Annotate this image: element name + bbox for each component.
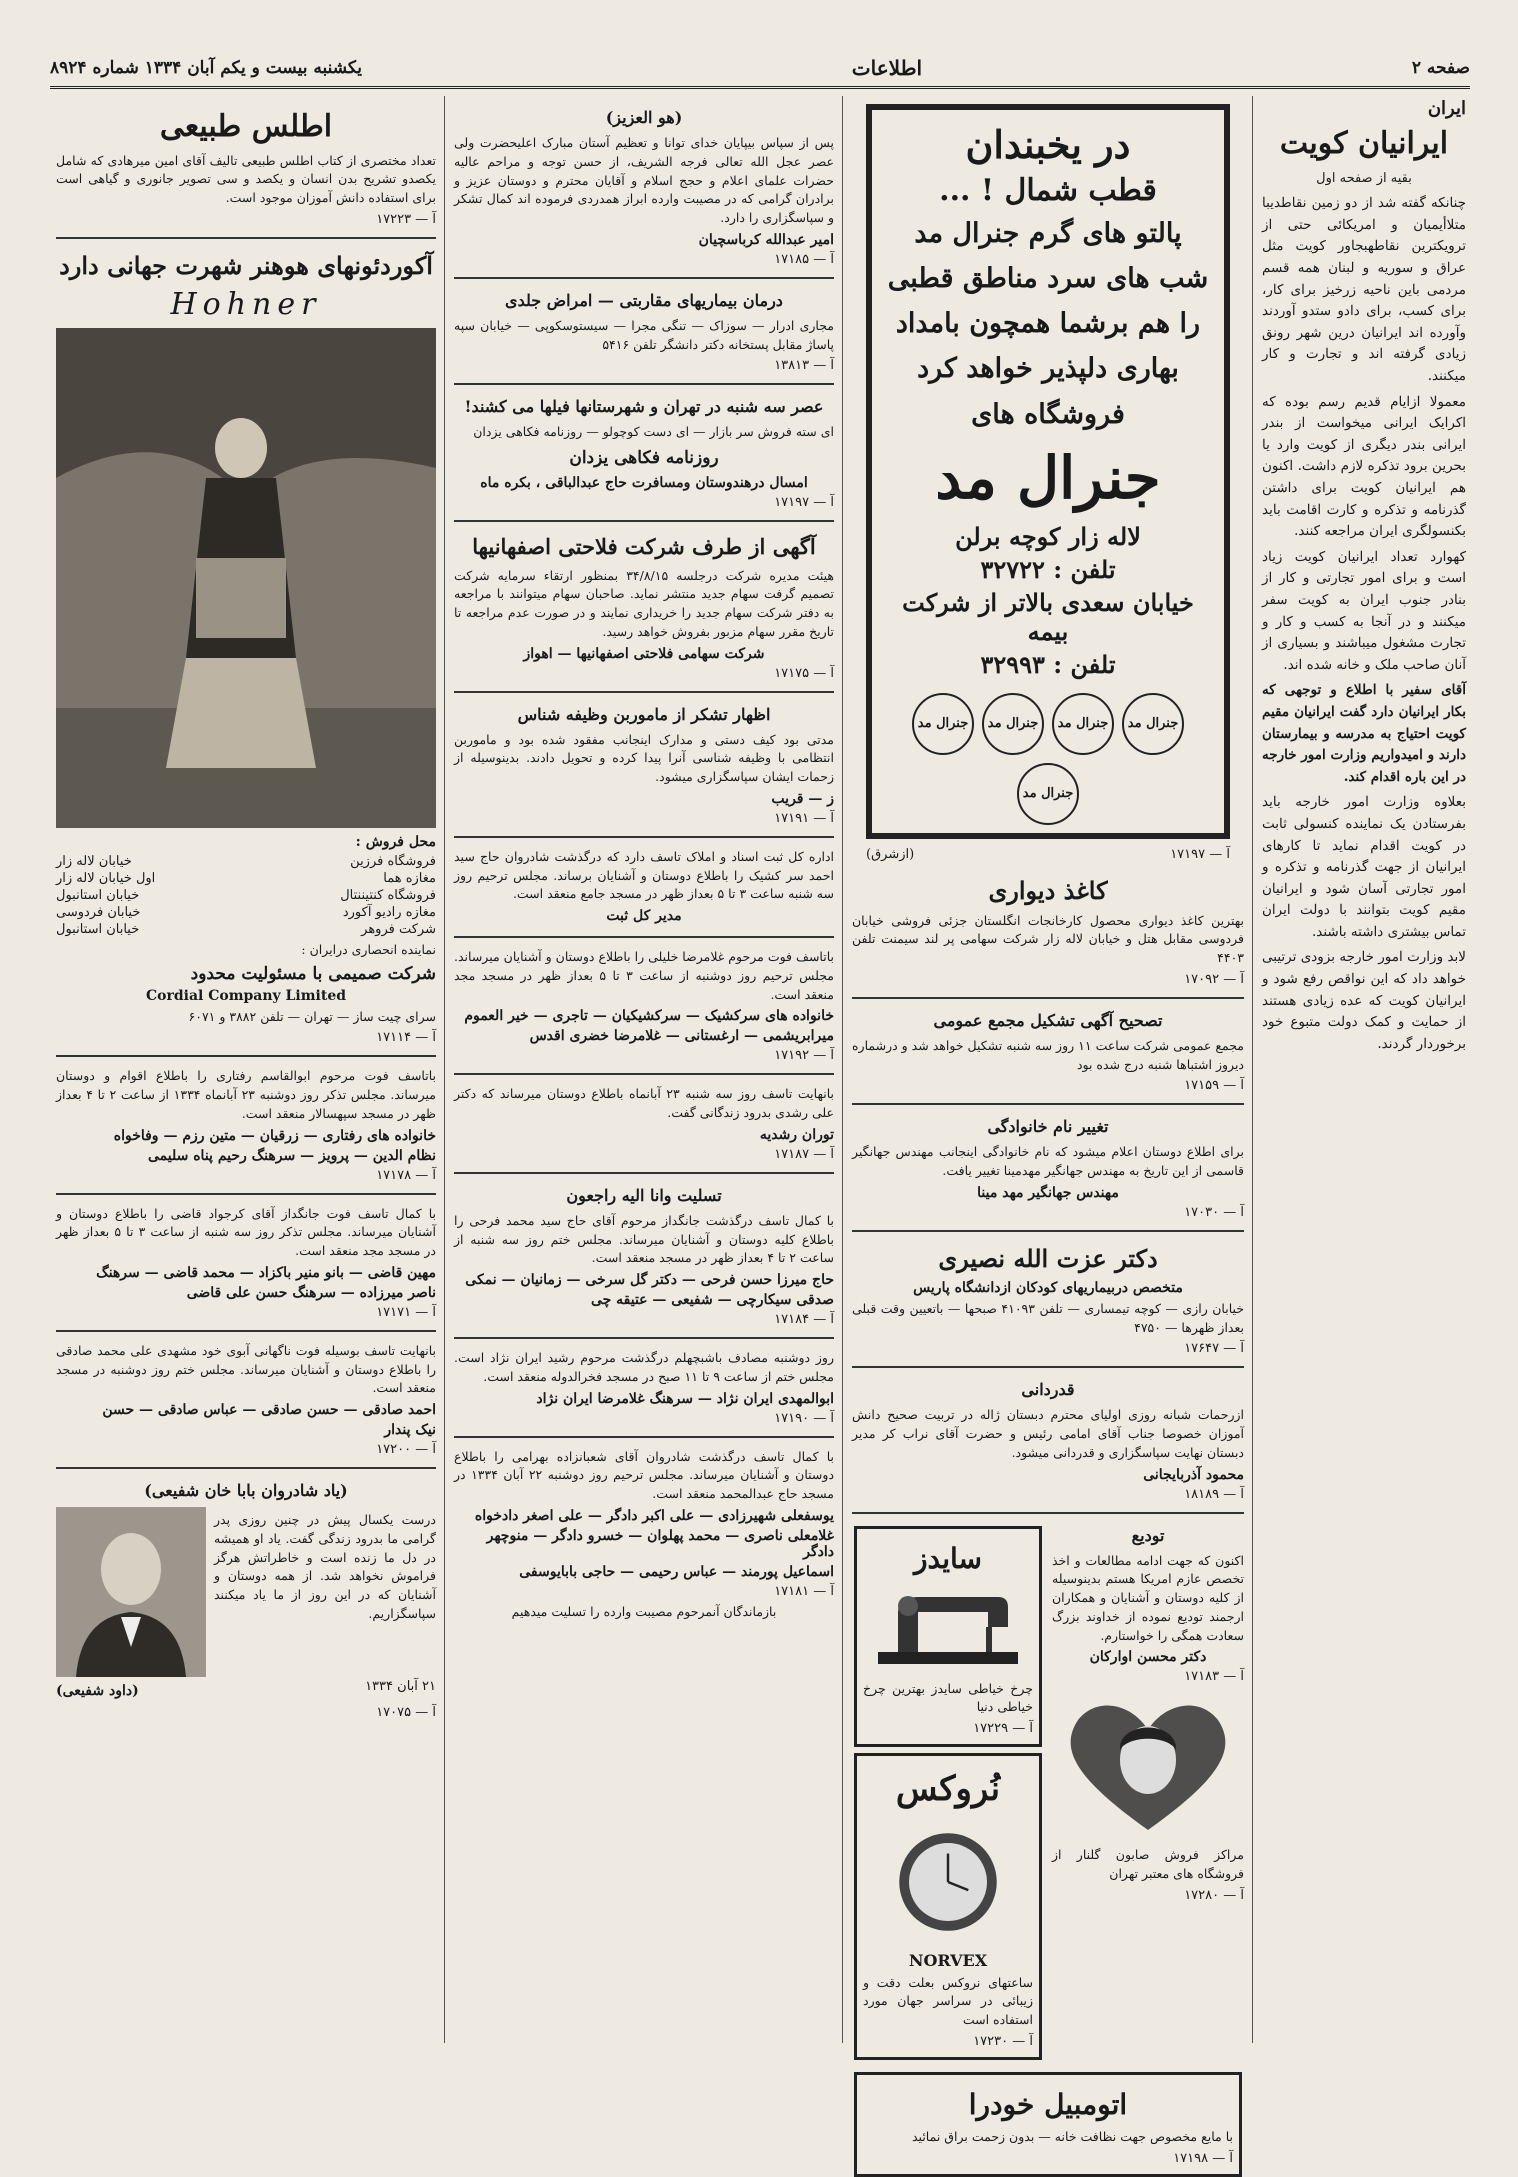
shop-street: خیابان فردوسی: [56, 904, 141, 920]
notice-names: غلامعلی ناصری — محمد پهلوان — خسرو دادگر — منوچهر دادگر: [486, 1527, 834, 1560]
shop-name: مغازه هما: [383, 870, 436, 886]
notice-names: میرابریشمی — ارغستانی — غلامرضا خضری اقدس: [529, 1028, 834, 1045]
shop-name: شرکت فروهر: [361, 921, 436, 937]
wallpaper-ad: [852, 864, 1244, 999]
notice-signature: ابوالمهدی ایران نژاد — سرهنگ غلامرضا ایران نژاد: [536, 1390, 834, 1407]
notice-code: آ — ۱۷۱۸۱: [774, 1583, 834, 1599]
obituary-notice: [56, 1057, 436, 1194]
column-rule: [1252, 96, 1253, 2043]
notice-code: آ — ۱۸۱۸۹: [1184, 1486, 1244, 1502]
notice-code: آ — ۱۷۱۹۰: [774, 1410, 834, 1426]
soap-code: آ — ۱۷۲۸۰: [1184, 1887, 1244, 1903]
notice-title: قدردانی: [1021, 1380, 1075, 1400]
shop-line: [56, 871, 436, 886]
ad-code: آ — ۱۷۲۳۰: [973, 2033, 1033, 2049]
notice-signature: دکتر محسن اوارکان: [1089, 1649, 1207, 1666]
brand-badge: جنرال مد: [912, 693, 974, 755]
ad-code: آ — ۱۷۱۹۸: [1173, 2150, 1233, 2166]
notice-code: آ — ۱۷۰۳۰: [1184, 1204, 1244, 1220]
farewell-notice: [1052, 1520, 1244, 2066]
heart-illustration: [1056, 1690, 1240, 1840]
notice-title: اظهار تشکر از ماموربن وظیفه شناس: [517, 704, 771, 724]
norvex-watch-ad: [854, 1753, 1042, 2060]
general-mode-ad: [866, 104, 1230, 839]
article-paragraph: کهوارد تعداد ایرانیان کویت زیاد است و برای امور تجارتی و کار از بنادر جنوب ایران به کویت سفر میکنند و در آنجا به کسب و کار و تجارت مشغول میباشند و بسیاری از آنان صاحب ملک و خانه شده اند.: [1262, 548, 1466, 673]
condolence-notice: [454, 1174, 834, 1339]
sewing-machine-icon: [863, 1582, 1033, 1672]
notice-footer: بازماندگان آنمرحوم مصیبت وارده را تسلیت میدهیم: [511, 1603, 777, 1619]
ads-row: [852, 1520, 1244, 2066]
soap-text: مراکز فروش صابون گلنار از فروشگاه های معتبر تهران: [1052, 1847, 1244, 1882]
notice-families: خانواده های سرکشیک — سرکشیکیان — تاجری — خیر العموم: [464, 1008, 834, 1025]
brand-badge: جنرال مد: [1052, 693, 1114, 755]
notice-names: اسماعیل پورمند — عباس رحیمی — حاجی بابایوسفی: [519, 1563, 834, 1580]
isfahan-company-notice: [454, 522, 834, 692]
clinic-ad: [454, 279, 834, 386]
ad-line: در یخبندان: [965, 122, 1131, 167]
ad-line: بهاری دلپذیر خواهد کرد: [917, 353, 1179, 385]
ad-line: را هم برشما همچون بامداد: [895, 308, 1201, 340]
notice-code: آ — ۱۷۱۷۸: [376, 1167, 436, 1183]
notice-text: ازرحمات شبانه روزی اولیای محترم دبستان ژاله در تربیت صحیح دانش آموزان خصوصا جناب آقای امامی رئیس و حضرت آقای نراب کر مدیر دبستان نهایت سپاسگزاری و قدردانی میشود.: [852, 1407, 1244, 1460]
notice-code: آ — ۱۷۱۸۴: [774, 1312, 834, 1327]
sewing-watch-ads: [852, 1520, 1044, 2066]
obituary-notice: [454, 938, 834, 1075]
date-line: یکشنبه بیست و یکم آبان ۱۳۳۴ شماره ۸۹۲۴: [50, 58, 363, 78]
ad-line: شب های سرد مناطق قطبی: [887, 263, 1209, 295]
article-paragraph: معمولا ازایام قدیم رسم بوده که اکرایک ایرانی میخواست از بندر ایرانی بندر دیگری از کویت وارد یا بحرین برود تذکره لازم داشت. اکنون هم ایرانیان کویت برای داشتن گذرنامه و تذکره و کارت اقامت باید بکنسولگری ایران مراجعه کنند.: [1262, 393, 1466, 540]
paper-name: اطلاعات: [851, 56, 923, 80]
ad-title: درمان بیماریهای مقاربتی — امراض جلدی: [505, 290, 783, 310]
portrait-photo: [56, 1507, 206, 1677]
shop-line: [56, 922, 436, 937]
notice-text: درست یکسال پیش در چنین روزی پدر گرامی ما بدرود زندگی گفت. یاد او همیشه در دل ما زنده است و خاطراتش هرگز فراموش نخواهد شد. از همه دوستان و آشنایان که در این روز از ما یاد میکنند سپاسگزاریم.: [214, 1512, 436, 1621]
ad-code: آ — ۱۷۲۲۹: [973, 1721, 1033, 1737]
notice-names: یوسفعلی شهیرزادی — علی اکبر دادگر — علی اصغر دادخواه: [474, 1507, 834, 1524]
shop-line: [56, 888, 436, 903]
doctor-code: آ — ۱۷۶۴۷: [1184, 1341, 1244, 1357]
notice-text: پس از سپاس بیپایان خدای توانا و تعظیم آستان مبارک اعلیحضرت ولی عصر عجل الله تعالی فرجه الشریف، از حسن توجه و مراحم عالیه حضرات علمای اعلام و حجج اسلام و آقایان محترم و دوستان عزیز و برادران گرامی که در مصیبت وارده ابراز همدردی فرموده اند کمال تشکر و سپاسگزاری را دارد.: [454, 135, 834, 225]
notice-signature: (داود شفیعی): [56, 1683, 139, 1699]
notice-code: آ — ۱۷۱۷۵: [774, 665, 834, 681]
notice-signature: مدیر کل ثبت: [606, 908, 682, 924]
notice-text: با کمال تاسف درگذشت شادروان آقای شعبانزاده بهرامی را باطلاع دوستان و آشنایان میرساند. مجلس ترحیم روز دوشنبه ۲۲ آبان ۱۳۳۴ در مسجد حاج عبدالمحمد منعقد است.: [454, 1448, 835, 1501]
obituary-notice: [454, 1339, 834, 1438]
doctor-name: دکتر عزت الله نصیری: [938, 1243, 1158, 1273]
ad-address: لاله زار کوچه برلن: [955, 521, 1141, 551]
ad-code: آ — ۱۷۰۹۲: [1184, 971, 1244, 987]
notice-signature: نیک پندار: [384, 1422, 436, 1438]
notice-text: باتاسف فوت مرحوم غلامرضا خلیلی را باطلاع دوستان و آشنایان میرساند. مجلس ترحیم روز دوشنبه از ساعت ۳ تا ۵ بعداز ظهر در مسجد مجد منعقد است.: [454, 949, 834, 1002]
ad-text: ای سته فروش سر بازار — ای دست کوچولو — روزنامه فکاهی یزدان: [473, 424, 834, 440]
notice-title: تسلیت وانا الیه راجعون: [566, 1185, 722, 1205]
ad-title: عصر سه شنبه در تهران و شهرستانها فیلها می کشند!: [464, 397, 824, 417]
column-rule: [444, 96, 445, 2043]
article-sub: بقیه از صفحه اول: [1316, 170, 1412, 186]
notice-signature: محمود آذربایجانی: [1143, 1466, 1244, 1483]
notice-code: آ — ۱۷۱۵۹: [1184, 1078, 1244, 1094]
ad-code: آ — ۱۷۱۹۷: [1170, 846, 1230, 862]
notice-text: مجمع عمومی شرکت ساعت ۱۱ روز سه شنبه تشکیل خواهد شد و درشماره دیروز اشتباها شنبه درج شده بود: [852, 1037, 1244, 1072]
article-paragraph: لابد وزارت امور خارجه بزودی ترتیبی خواهد داد که این نواقص رفع شود و ایرانیان کویت که عده زیادی هستند از حمایت و کمک دولت متبوع خود برخوردار گردند.: [1262, 949, 1466, 1052]
notice-code: آ — ۱۷۱۹۲: [774, 1048, 834, 1064]
watch-icon: [863, 1817, 1033, 1947]
notice-code: آ — ۱۷۱۸۳: [1184, 1669, 1244, 1685]
sewing-machine-ad: [854, 1526, 1042, 1748]
obituary-notice: [56, 1332, 436, 1469]
ad-title: کاغذ دیواری: [988, 875, 1108, 905]
column-left: [50, 96, 442, 2043]
notice-title: (یاد شادروان بابا خان شفیعی): [144, 1481, 348, 1500]
article-headline: ایرانیان کویت: [1279, 126, 1449, 161]
company-name: شرکت صمیمی با مسئولیت محدود: [190, 963, 436, 984]
notice-signature: توران رشدیه: [759, 1126, 834, 1143]
notice-title: (هو العزیز): [605, 108, 683, 127]
ad-title: نُروکس: [895, 1769, 1001, 1810]
column-notices: [448, 96, 840, 2043]
notice-code: آ — ۱۷۱۸۵: [774, 251, 834, 267]
thanks-notice: [454, 96, 834, 279]
heart-woman-icon: [1056, 1690, 1240, 1840]
ad-phone: تلفن : ۳۲۷۲۲: [980, 554, 1116, 584]
notice-title: آگهی از طرف شرکت فلاحتی اصفهانیها: [472, 534, 816, 560]
ad-line: فروشگاه های: [971, 398, 1125, 430]
page-number: صفحه ۲: [1411, 58, 1470, 78]
brand-badge: جنرال مد: [1017, 763, 1079, 825]
ad-code: آ — ۱۳۸۱۳: [774, 358, 834, 374]
portrait-icon: [56, 1507, 206, 1677]
ad-title: اتومبیل خودرا: [968, 2087, 1128, 2121]
shop-line: [56, 854, 436, 869]
agent-label: نماینده انحصاری درایران :: [301, 941, 436, 957]
watch-brand-latin: NORVEX: [908, 1950, 988, 1970]
ad-text: با مایع مخصوص جهت نظافت خانه — بدون زحمت براق نمائید: [912, 2128, 1233, 2144]
ad-sub2: امسال درهندوستان ومسافرت حاج عبدالباقی ، بکره ماه: [480, 475, 808, 492]
company-address: سرای چیت ساز — تهران — تلفن ۳۸۸۲ و ۶۰۷۱: [188, 1008, 436, 1024]
notice-names: مهین قاضی — بانو منیر باکزاد — محمد قاضی — سرهنگ: [96, 1264, 436, 1281]
ad-code: آ — ۱۷۱۱۴: [376, 1030, 436, 1046]
ad-title: اطلس طبیعی: [159, 109, 333, 144]
notice-text: با کمال تاسف درگذشت جانگداز مرحوم آقای حاج سید محمد فرحی را باطلاع کلیه دوستان و آشنایان میرساند. مجلس ختم روز سه شنبه از ساعت ۲ تا ۴ بعداز ظهر در مسجد منعقد است.: [454, 1212, 834, 1266]
notice-title: تصحیح آگهی تشکیل مجمع عمومی: [933, 1010, 1163, 1030]
notice-signature: مهندس جهانگیر مهد مینا: [977, 1184, 1119, 1201]
shop-name: مغازه رادیو آکورد: [342, 904, 436, 920]
ad-code: آ — ۱۷۱۹۷: [774, 495, 834, 511]
ad-line: قطب شمال ! ...: [939, 173, 1157, 208]
doctor-specialty: متخصص دربیماریهای کودکان ازدانشگاه پاریس: [913, 1279, 1183, 1296]
ad-title: سایدز: [913, 1541, 982, 1575]
notice-code: آ — ۱۷۱۷۱: [376, 1304, 436, 1320]
ad-text: مجاری ادرار — سوزاک — تنگی مجرا — سیستوسکوپی — خیابان سپه پاساژ مقابل پستخانه دکتر دانشگر تلفن ۵۴۱۶: [454, 317, 834, 352]
ad-text: چرخ خیاطی سایدز بهترین چرخ خیاطی دنیا: [863, 1680, 1033, 1715]
notice-text: روز دوشنبه مصادف باشبچهلم درگذشت مرحوم رشید ایران نژاد است. مجلس ختم از ساعت ۹ تا ۱۱ صبح در مسجد فخرالدوله منعقد است.: [454, 1350, 834, 1384]
ad-text: بهترین کاغذ دیواری محصول کارخانجات انگلستان جزئی فروشی خیابان فردوسی مقابل هتل و خیابان لاله زار شرکت سهامی پر لند سیمنت تلفن ۴۴۰۳: [852, 912, 1244, 966]
notice-code: آ — ۱۷۱۸۷: [774, 1146, 834, 1162]
memorial-body: [56, 1507, 436, 1677]
shop-street: خیابان استانبول: [56, 887, 140, 903]
gratitude-officers-notice: [454, 693, 834, 838]
obituary-notice: [454, 1075, 834, 1174]
shop-line: [56, 905, 436, 920]
notice-text: اداره کل ثبت اسناد و املاک تاسف دارد که درگذشت شادروان حاج سید احمد سر کشیک را باطلاع دوستان و آشنایان برساند. مجلس ترحیم روز سه شنبه ساعت ۳ تا ۵ بعداز ظهر در مسجد جامع منعقد است.: [454, 848, 834, 902]
section-tag: ایران: [1427, 98, 1466, 119]
appreciation-notice: [852, 1368, 1244, 1513]
notice-code: آ — ۱۷۰۷۵: [376, 1705, 436, 1720]
notice-text: هیئت مدیره شرکت درجلسه ۳۴/۸/۱۵ بمنظور ارتقاء سرمایه شرکت تصمیم گرفت سهام جدید منتشر نماید. صاحبان سهام میتوانند با مراجعه به دفتر شرکت سهام جدید را خریداری نمایند و در صورت عدم مراجعه تا تاریخ مقرر سهام مزبور بفروش خواهد رسید.: [454, 567, 834, 639]
ad-sub: روزنامه فکاهی یزدان: [569, 448, 719, 468]
memorial-footer: [56, 1679, 436, 1703]
ad-address: خیابان سعدی بالاتر از شرکت بیمه: [902, 587, 1194, 646]
registry-notice: [454, 838, 834, 938]
hohner-ad: [56, 239, 436, 1058]
notice-code: آ — ۱۷۲۰۰: [376, 1442, 436, 1457]
shops-title: محل فروش :: [355, 833, 436, 850]
accordion-player-icon: [56, 328, 436, 828]
notice-names: احمد صادقی — حسن صادقی — عباس صادقی — حسن: [102, 1402, 436, 1418]
doctor-ad: [852, 1232, 1244, 1369]
ad-phone: تلفن : ۳۲۹۹۳: [980, 649, 1116, 679]
shop-street: خیابان لاله زار: [56, 853, 132, 869]
ad-text: ساعتهای نروکس بعلت دقت و زیبائی در سراسر جهان مورد استفاده است: [863, 1974, 1033, 2028]
notice-text: بانهایت تاسف بوسیله فوت ناگهانی آبوی خود مشهدی علی محمد صادقی را باطلاع دوستان و آشنایان میرساند. مجلس ختم روز دوشنبه در مسجد منعقد است.: [56, 1342, 436, 1396]
ad-text: تعداد مختصری از کتاب اطلس طبیعی تالیف آقای امین میرهادی که شامل یکصدو تشریح بدن انسان و یکصد و سی تصویر جانوری و گیاهی است برای استفاده دانش آموزان موجود است.: [56, 152, 436, 205]
notice-families: خانواده های رفتاری — زرقیان — متین رزم — وفاخواه: [113, 1127, 436, 1144]
shop-street: اول خیابان لاله زار: [56, 870, 156, 886]
correction-notice: [852, 999, 1244, 1106]
notice-title: تغییر نام خانوادگی: [987, 1117, 1109, 1137]
name-change-notice: [852, 1105, 1244, 1232]
car-care-ad: [854, 2072, 1242, 2177]
column-ads: [846, 96, 1250, 2166]
ad-title: آکوردئونهای هوهنر شهرت جهانی دارد: [59, 250, 433, 280]
brand-badge: جنرال مد: [1122, 693, 1184, 755]
company-name-latin: Cordial Company Limited: [145, 987, 347, 1004]
notice-signature: امیر عبدالله کرباسچیان: [698, 231, 834, 248]
article-paragraph: چنانکه گفته شد از دو زمین نقاطدیبا متلاأیمیان و امریکائی حتی از ترویکترین نقاطهبجاور کویت مثل عراق و سوریه و لبنان همه قسم مردمی باین ناحیه زرخیز برای کار، برای کسب، برای دادو ستدو آوردند وآورده اند ایرانیان درین شهر رونق زیادی گرفته اند و تجارت و کار میکنند.: [1262, 195, 1466, 385]
brand-badges: [878, 693, 1218, 825]
notice-text: باتاسف فوت مرحوم ابوالقاسم رفتاری را باطلاع اقوام و دوستان میرساند. مجلس تذکر روز دوشنبه ۲۳ آبانماه ۱۳۳۴ از ساعت ۲ تا ۴ بعداز ظهر در مسجد سپهسالار منعقد است.: [56, 1068, 437, 1121]
notice-date: ۲۱ آبان ۱۳۳۴: [365, 1679, 436, 1694]
yazdan-ad: [454, 385, 834, 522]
article-paragraph: بعلاوه وزارت امور خارجه باید بفرستادن یک نماینده کنسولی ثابت در کویت اقدام نماید تا کارهای ایرانیان از جهت گذرنامه و تذکره و امور تجارتی آسان شود و ایرانیان مقیم کویت بتوانند با دولت ایران تماس بیشتری داشته باشند.: [1262, 794, 1466, 940]
ad-line: پالتو های گرم جنرال مد: [914, 218, 1182, 249]
ad-brand: جنرال مد: [935, 443, 1161, 512]
notice-title: تودیع: [1131, 1525, 1165, 1545]
shop-street: خیابان استانبول: [56, 921, 140, 937]
notice-signature: ز — قریب: [771, 790, 834, 807]
notice-text: با کمال تاسف فوت جانگداز آقای کرجواد قاضی را باطلاع دوستان و آشنایان میرساند. مجلس تذکر روز سه شنبه از ساعت ۳ تا ۵ بعداز ظهر در مسجد مجد منعقد است.: [56, 1205, 437, 1258]
notice-text: بانهایت تاسف روز سه شنبه ۲۳ آبانماه باطلاع دوستان میرساند که دکتر علی رشدی بدرود زندگانی گفت.: [454, 1086, 834, 1120]
notice-names: ناصر میرزاده — سرهنگ حسن علی قاضی: [186, 1284, 436, 1301]
accordion-player-photo: [56, 328, 436, 828]
notice-names: صدقی سیکارچی — شفیعی — عتیقه چی: [590, 1292, 834, 1308]
ad-code: آ — ۱۷۲۲۳: [376, 211, 436, 227]
ad-brand-latin: Hohner: [170, 286, 322, 322]
notice-names: حاج میرزا حسن فرحی — دکتر گل سرخی — زمانیان — نمکی: [465, 1272, 834, 1288]
notice-names: نظام الدین — پرویز — سرهنگ رحیم پناه سلیمی: [148, 1147, 436, 1164]
brand-badge: جنرال مد: [982, 693, 1044, 755]
shop-name: فروشگاه کنتیننتال: [340, 887, 436, 903]
doctor-address: خیابان رازی — کوچه تیمساری — تلفن ۴۱۰۹۳ صبحها — باتعیین وقت قبلی بعداز ظهرها — ۴۷۵۰: [852, 1300, 1245, 1335]
masthead: [50, 50, 1470, 89]
ad-tag: (ازشرق): [866, 846, 915, 862]
obituary-notice: [454, 1438, 834, 1622]
notice-text: مدتی بود کیف دستی و مدارک اینجانب مفقود شده بود و ماموربن انتظامی با وظیفه شناسی آنرا پیدا کرده و تحویل دادند. بدینوسیله از زحمات ایشان سپاسگزاری میشود.: [454, 731, 834, 784]
obituary-notice: [56, 1195, 436, 1332]
article-paragraph: آقای سفیر با اطلاع و توجهی که بکار ایرانیان دارد گفت ایرانیان مقیم کویت احتیاج به مدرسه و بیمارستان دارند و امیدواریم وزارت امور خارجه در این باره اقدام کند.: [1262, 682, 1466, 785]
notice-text: اکنون که جهت ادامه مطالعات و اخذ تخصص عازم امریکا هستم بدینوسیله از کلیه دوستان و آشنایان و همکاران ارجمند تودیع نموده از خداوند بزرگ سعادت همگی را خواستارم.: [1052, 1552, 1244, 1643]
column-iran-news: [1256, 96, 1472, 2043]
memorial-notice: [56, 1469, 436, 1720]
column-rule: [842, 96, 843, 2043]
notice-text: برای اطلاع دوستان اعلام میشود که نام خانوادگی اینجانب مهندس جهانگیر قاسمی از این تاریخ به مهندس جهانگیر مهدمینا تغییر یافت.: [852, 1144, 1244, 1179]
shop-name: فروشگاه فرزین: [350, 853, 436, 869]
atlas-ad: [56, 96, 436, 239]
notice-code: آ — ۱۷۱۹۱: [774, 810, 834, 826]
notice-signature: شرکت سهامی فلاحتی اصفهانیها — اهواز: [523, 645, 765, 662]
ad-footer: [852, 847, 1244, 862]
